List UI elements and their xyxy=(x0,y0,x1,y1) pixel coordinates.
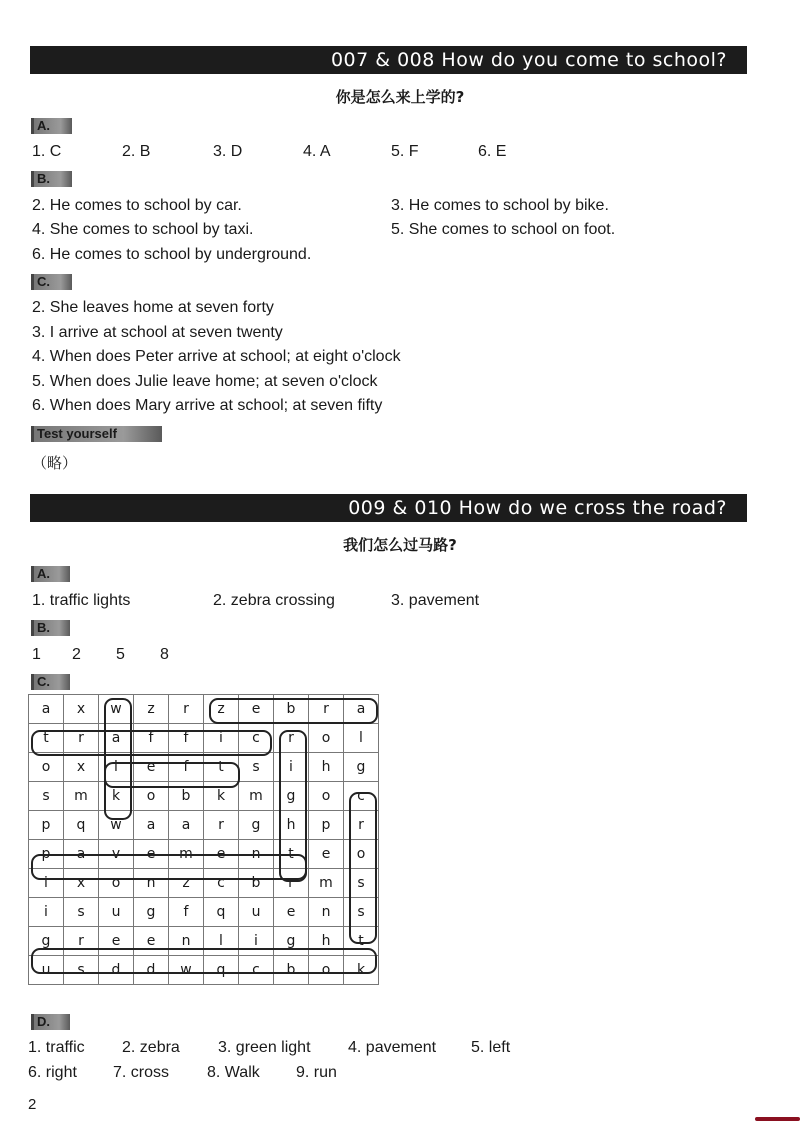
word-ring xyxy=(31,948,377,974)
word-ring xyxy=(31,854,307,880)
answer-item: 9. run xyxy=(296,1064,337,1081)
grid-cell: r xyxy=(344,811,379,840)
tag-b-2: B. xyxy=(31,620,70,636)
grid-cell: t xyxy=(29,724,64,753)
grid-cell: r xyxy=(169,695,204,724)
answer-item: 2 xyxy=(72,646,81,663)
grid-cell: i xyxy=(274,753,309,782)
grid-cell: u xyxy=(99,898,134,927)
tag-c-1: C. xyxy=(31,274,72,290)
answer-item: 5 xyxy=(116,646,125,663)
grid-cell: z xyxy=(204,695,239,724)
answer-item: 2. B xyxy=(122,143,151,160)
grid-cell: n xyxy=(239,840,274,869)
grid-cell: a xyxy=(64,840,99,869)
answer-item: 1 xyxy=(32,646,41,663)
grid-row xyxy=(29,811,379,840)
grid-cell: s xyxy=(29,782,64,811)
grid-cell: r xyxy=(64,724,99,753)
grid-cell: e xyxy=(274,898,309,927)
omitted-note: （略） xyxy=(32,454,78,472)
grid-cell: b xyxy=(169,782,204,811)
grid-cell: x xyxy=(64,753,99,782)
grid-cell: o xyxy=(99,869,134,898)
word-ring xyxy=(209,698,378,724)
section-subtitle-2: 我们怎么过马路? xyxy=(343,536,457,554)
grid-cell: c xyxy=(239,956,274,985)
grid-cell: e xyxy=(309,840,344,869)
answer-item: 1. traffic xyxy=(28,1039,85,1056)
grid-cell: c xyxy=(239,724,274,753)
grid-cell: e xyxy=(239,695,274,724)
grid-cell: f xyxy=(169,753,204,782)
grid-cell: i xyxy=(29,869,64,898)
page-number: 2 xyxy=(28,1096,37,1113)
grid-cell: m xyxy=(309,869,344,898)
grid-cell: t xyxy=(274,840,309,869)
grid-cell: g xyxy=(239,811,274,840)
answer-item: 7. cross xyxy=(113,1064,170,1081)
answer-item: 5. F xyxy=(391,143,419,160)
grid-cell: a xyxy=(99,724,134,753)
grid-cell: l xyxy=(99,753,134,782)
grid-cell: m xyxy=(239,782,274,811)
section-subtitle-1: 你是怎么来上学的? xyxy=(335,88,465,106)
grid-cell: e xyxy=(134,840,169,869)
grid-cell: w xyxy=(99,811,134,840)
grid-cell: o xyxy=(134,782,169,811)
answer-item: 1. traffic lights xyxy=(32,592,131,609)
grid-cell: g xyxy=(274,782,309,811)
grid-cell: z xyxy=(169,869,204,898)
answer-item: 8. Walk xyxy=(207,1064,260,1081)
answer-item: 6. When does Mary arrive at school; at seven fifty xyxy=(32,397,383,414)
answer-item: 2. zebra xyxy=(122,1039,180,1056)
word-ring xyxy=(349,792,377,944)
grid-cell: s xyxy=(64,956,99,985)
grid-cell: r xyxy=(64,927,99,956)
grid-cell: s xyxy=(344,869,379,898)
grid-cell: n xyxy=(169,927,204,956)
grid-cell: w xyxy=(169,956,204,985)
answer-item: 6. He comes to school by underground. xyxy=(32,246,312,263)
grid-cell: i xyxy=(29,898,64,927)
answer-item: 8 xyxy=(160,646,169,663)
answer-item: 5. When does Julie leave home; at seven o'clock xyxy=(32,373,378,390)
grid-cell: l xyxy=(344,724,379,753)
grid-cell: e xyxy=(204,840,239,869)
answer-item: 3. pavement xyxy=(391,592,480,609)
grid-cell: t xyxy=(204,753,239,782)
answer-item: 2. He comes to school by car. xyxy=(32,197,242,214)
tag-test-yourself: Test yourself xyxy=(31,426,162,442)
answer-item: 5. left xyxy=(471,1039,511,1056)
grid-cell: u xyxy=(239,898,274,927)
grid-cell: k xyxy=(99,782,134,811)
decorative-edge-line xyxy=(755,1117,800,1121)
grid-cell: b xyxy=(274,695,309,724)
grid-cell: x xyxy=(64,695,99,724)
grid-row xyxy=(29,898,379,927)
grid-cell: o xyxy=(344,840,379,869)
grid-cell: z xyxy=(134,695,169,724)
grid-cell: s xyxy=(344,898,379,927)
grid-cell: a xyxy=(169,811,204,840)
grid-cell: g xyxy=(344,753,379,782)
grid-cell: g xyxy=(274,927,309,956)
grid-cell: l xyxy=(204,927,239,956)
grid-cell: p xyxy=(309,811,344,840)
grid-cell: e xyxy=(134,927,169,956)
answer-item: 5. She comes to school on foot. xyxy=(391,221,616,238)
tag-a-2: A. xyxy=(31,566,70,582)
answer-item: 4. She comes to school by taxi. xyxy=(32,221,254,238)
grid-cell: a xyxy=(344,695,379,724)
section-banner-1: 007 & 008 How do you come to school? xyxy=(30,46,747,74)
grid-cell: k xyxy=(204,782,239,811)
grid-cell: g xyxy=(134,898,169,927)
grid-cell: r xyxy=(274,724,309,753)
grid-cell: o xyxy=(309,724,344,753)
grid-cell: c xyxy=(344,782,379,811)
grid-cell: a xyxy=(29,695,64,724)
word-ring xyxy=(104,762,240,788)
grid-cell: r xyxy=(274,869,309,898)
grid-cell: h xyxy=(309,753,344,782)
answer-item: 3. green light xyxy=(218,1039,311,1056)
grid-cell: f xyxy=(169,898,204,927)
tag-c-2: C. xyxy=(31,674,70,690)
answer-item: 6. E xyxy=(478,143,507,160)
grid-cell: u xyxy=(29,956,64,985)
grid-cell: n xyxy=(309,898,344,927)
grid-cell: q xyxy=(204,898,239,927)
word-ring xyxy=(104,698,132,820)
grid-cell: h xyxy=(309,927,344,956)
grid-cell: g xyxy=(29,927,64,956)
grid-cell: r xyxy=(204,811,239,840)
grid-cell: i xyxy=(239,927,274,956)
grid-cell: t xyxy=(344,927,379,956)
grid-cell: a xyxy=(134,811,169,840)
grid-cell: h xyxy=(274,811,309,840)
grid-cell: i xyxy=(204,724,239,753)
grid-cell: r xyxy=(309,695,344,724)
grid-cell: q xyxy=(204,956,239,985)
grid-cell: q xyxy=(64,811,99,840)
grid-cell: s xyxy=(239,753,274,782)
grid-cell: o xyxy=(29,753,64,782)
answer-item: 3. I arrive at school at seven twenty xyxy=(32,324,283,341)
grid-cell: v xyxy=(99,840,134,869)
grid-cell: f xyxy=(134,724,169,753)
answer-item: 4. A xyxy=(303,143,331,160)
grid-cell: m xyxy=(64,782,99,811)
answer-item: 1. C xyxy=(32,143,62,160)
tag-a-1: A. xyxy=(31,118,72,134)
grid-cell: p xyxy=(29,811,64,840)
word-ring xyxy=(31,730,272,756)
grid-cell: d xyxy=(99,956,134,985)
grid-cell: e xyxy=(134,753,169,782)
grid-cell: k xyxy=(344,956,379,985)
grid-cell: w xyxy=(99,695,134,724)
grid-cell: b xyxy=(239,869,274,898)
grid-cell: m xyxy=(169,840,204,869)
grid-cell: o xyxy=(309,956,344,985)
grid-cell: b xyxy=(274,956,309,985)
grid-cell: f xyxy=(169,724,204,753)
tag-d-2: D. xyxy=(31,1014,70,1030)
answer-item: 3. He comes to school by bike. xyxy=(391,197,609,214)
answer-item: 2. zebra crossing xyxy=(213,592,335,609)
grid-cell: s xyxy=(64,898,99,927)
tag-b-1: B. xyxy=(31,171,72,187)
section-banner-2: 009 & 010 How do we cross the road? xyxy=(30,494,747,522)
grid-cell: c xyxy=(204,869,239,898)
answer-item: 4. pavement xyxy=(348,1039,437,1056)
grid-cell: e xyxy=(99,927,134,956)
grid-cell: n xyxy=(134,869,169,898)
grid-cell: o xyxy=(309,782,344,811)
grid-cell: d xyxy=(134,956,169,985)
answer-item: 6. right xyxy=(28,1064,77,1081)
grid-cell: x xyxy=(64,869,99,898)
answer-item: 3. D xyxy=(213,143,243,160)
answer-item: 4. When does Peter arrive at school; at eight o'clock xyxy=(32,348,401,365)
answer-item: 2. She leaves home at seven forty xyxy=(32,299,274,316)
grid-cell: p xyxy=(29,840,64,869)
